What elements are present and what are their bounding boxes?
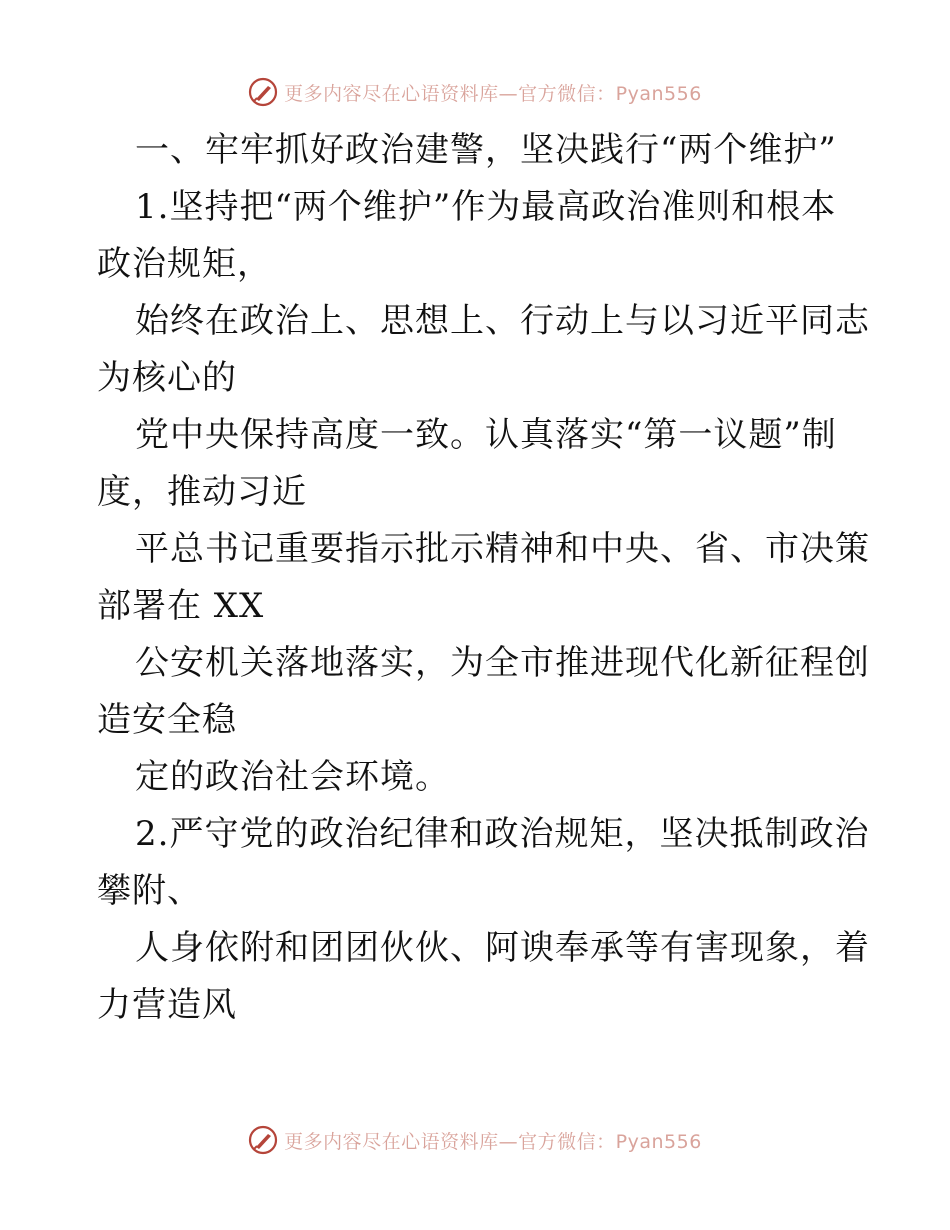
document-body bbox=[97, 122, 870, 1034]
quill-pen-logo-icon bbox=[248, 77, 278, 107]
paragraph-line: 始终在政治上、思想上、行动上与以习近平同志 bbox=[135, 301, 870, 341]
paragraph-line: 平总书记重要指示批示精神和中央、省、市决策 bbox=[135, 529, 870, 569]
paragraph-line: 2.严守党的政治纪律和政治规矩，坚决抵制政治 bbox=[135, 814, 870, 854]
paragraph-line: 攀附、 bbox=[97, 871, 202, 911]
paragraph-line: 造安全稳 bbox=[97, 700, 237, 740]
paragraph-line: 力营造风 bbox=[97, 985, 237, 1025]
paragraph-line: 部署在 XX bbox=[97, 586, 265, 626]
section-heading: 一、牢牢抓好政治建警，坚决践行“两个维护” bbox=[135, 130, 837, 170]
header-watermark bbox=[0, 72, 950, 112]
paragraph-line: 公安机关落地落实，为全市推进现代化新征程创 bbox=[135, 643, 870, 683]
paragraph-line: 人身依附和团团伙伙、阿谀奉承等有害现象，着 bbox=[135, 928, 870, 968]
paragraph-line: 为核心的 bbox=[97, 358, 237, 398]
paragraph-line: 政治规矩， bbox=[97, 244, 272, 284]
paragraph-line: 定的政治社会环境。 bbox=[135, 757, 450, 797]
footer-watermark-text: 更多内容尽在心语资料库—官方微信：Pyan556 bbox=[284, 1130, 702, 1153]
paragraph-line: 党中央保持高度一致。认真落实“第一议题”制 bbox=[135, 415, 837, 455]
quill-pen-logo-icon bbox=[248, 1125, 278, 1155]
paragraph-line: 1.坚持把“两个维护”作为最高政治准则和根本 bbox=[135, 187, 837, 227]
header-watermark-text: 更多内容尽在心语资料库—官方微信：Pyan556 bbox=[284, 82, 702, 105]
footer-watermark bbox=[0, 1120, 950, 1160]
paragraph-line: 度，推动习近 bbox=[97, 472, 307, 512]
